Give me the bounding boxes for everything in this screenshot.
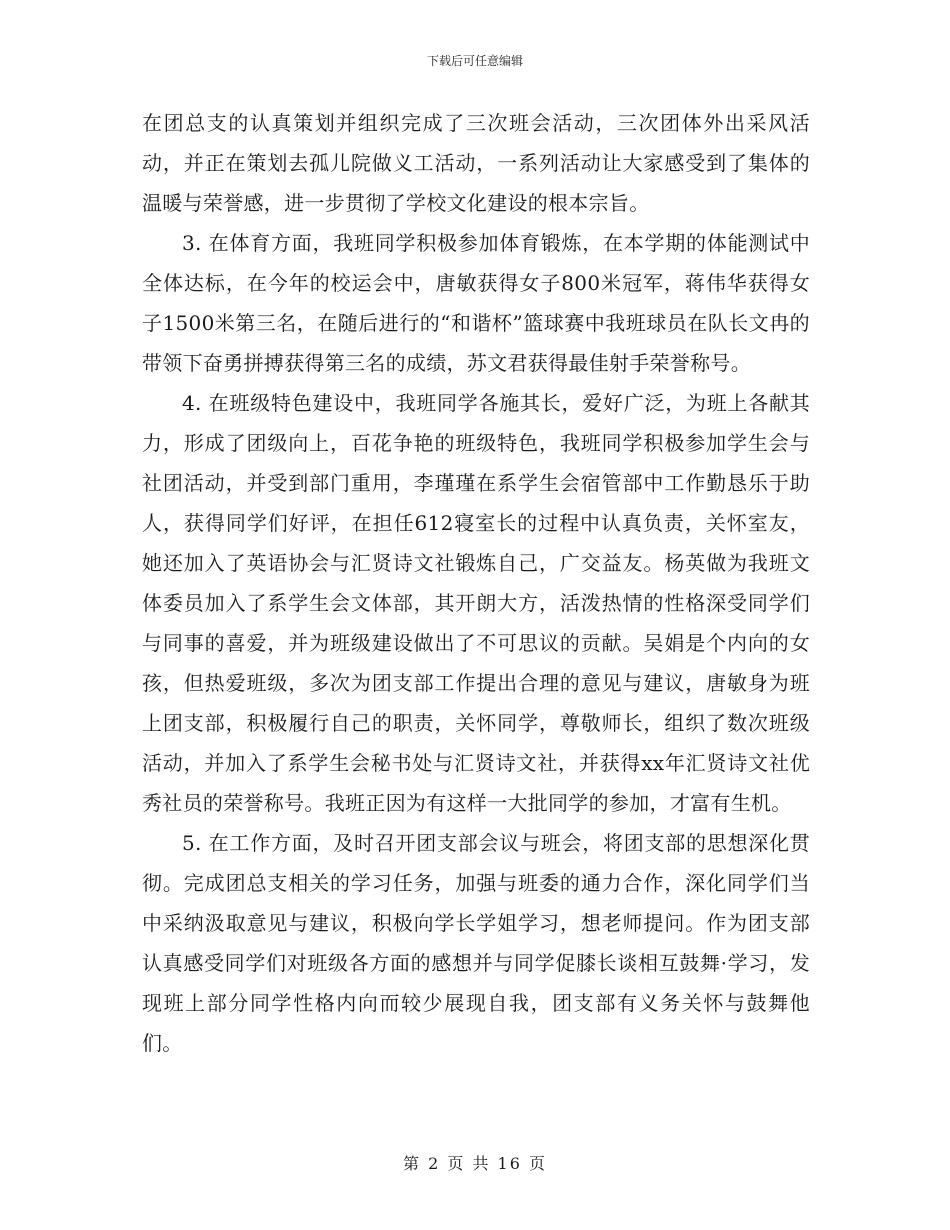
page-header: 下载后可任意编辑	[426, 54, 523, 68]
paragraph-sports: 3. 在体育方面，我班同学积极参加体育锻炼，在本学期的体能测试中全体达标，在今年的校运会中，唐敏获得女子800米冠军，蒋伟华获得女子1500米第三名，在随后进行的“和谐杯”篮球赛中我班球员在队长文冉的带领下奋勇拼搏获得第三名的成绩，苏文君获得最佳射手荣誉称号。	[142, 231, 810, 375]
paragraph-work: 5. 在工作方面，及时召开团支部会议与班会，将团支部的思想深化贯彻。完成团总支相关的学习任务，加强与班委的通力合作，深化同学们当中采纳汲取意见与建议，积极向学长学姐学习，想老师提问。作为团支部认真感受同学们对班级各方面的感想并与同学促膝长谈相互鼓舞·学习，发现班上部分同学性格内向而较少展现自我，团支部有义务关怀与鼓舞他们。	[142, 831, 810, 1055]
paragraph-continuation: 在团总支的认真策划并组织完成了三次班会活动，三次团体外出采风活动，并正在策划去孤儿院做义工活动，一系列活动让大家感受到了集体的温暖与荣誉感，进一步贯彻了学校文化建设的根本宗旨。	[142, 111, 810, 215]
document-body	[142, 103, 810, 1063]
paragraph-class-features: 4. 在班级特色建设中，我班同学各施其长，爱好广泛，为班上各献其力，形成了团级向上，百花争艳的班级特色，我班同学积极参加学生会与社团活动，并受到部门重用，李瑾瑾在系学生会宿管部中工作勤恳乐于助人，获得同学们好评，在担任612寝室长的过程中认真负责，关怀室友，她还加入了英语协会与汇贤诗文社锻炼自己，广交益友。杨英做为我班文体委员加入了系学生会文体部，其开朗大方，活泼热情的性格深受同学们与同事的喜爱，并为班级建设做出了不可思议的贡献。吴娟是个内向的女孩，但热爱班级，多次为团支部工作提出合理的意见与建议，唐敏身为班上团支部，积极履行自己的职责，关怀同学，尊敬师长，组织了数次班级活动，并加入了系学生会秘书处与汇贤诗文社，并获得xx年汇贤诗文社优秀社员的荣誉称号。我班正因为有这样一大批同学的参加，才富有生机。	[142, 391, 810, 815]
page-footer: 第 2 页 共 16 页	[403, 1154, 547, 1173]
